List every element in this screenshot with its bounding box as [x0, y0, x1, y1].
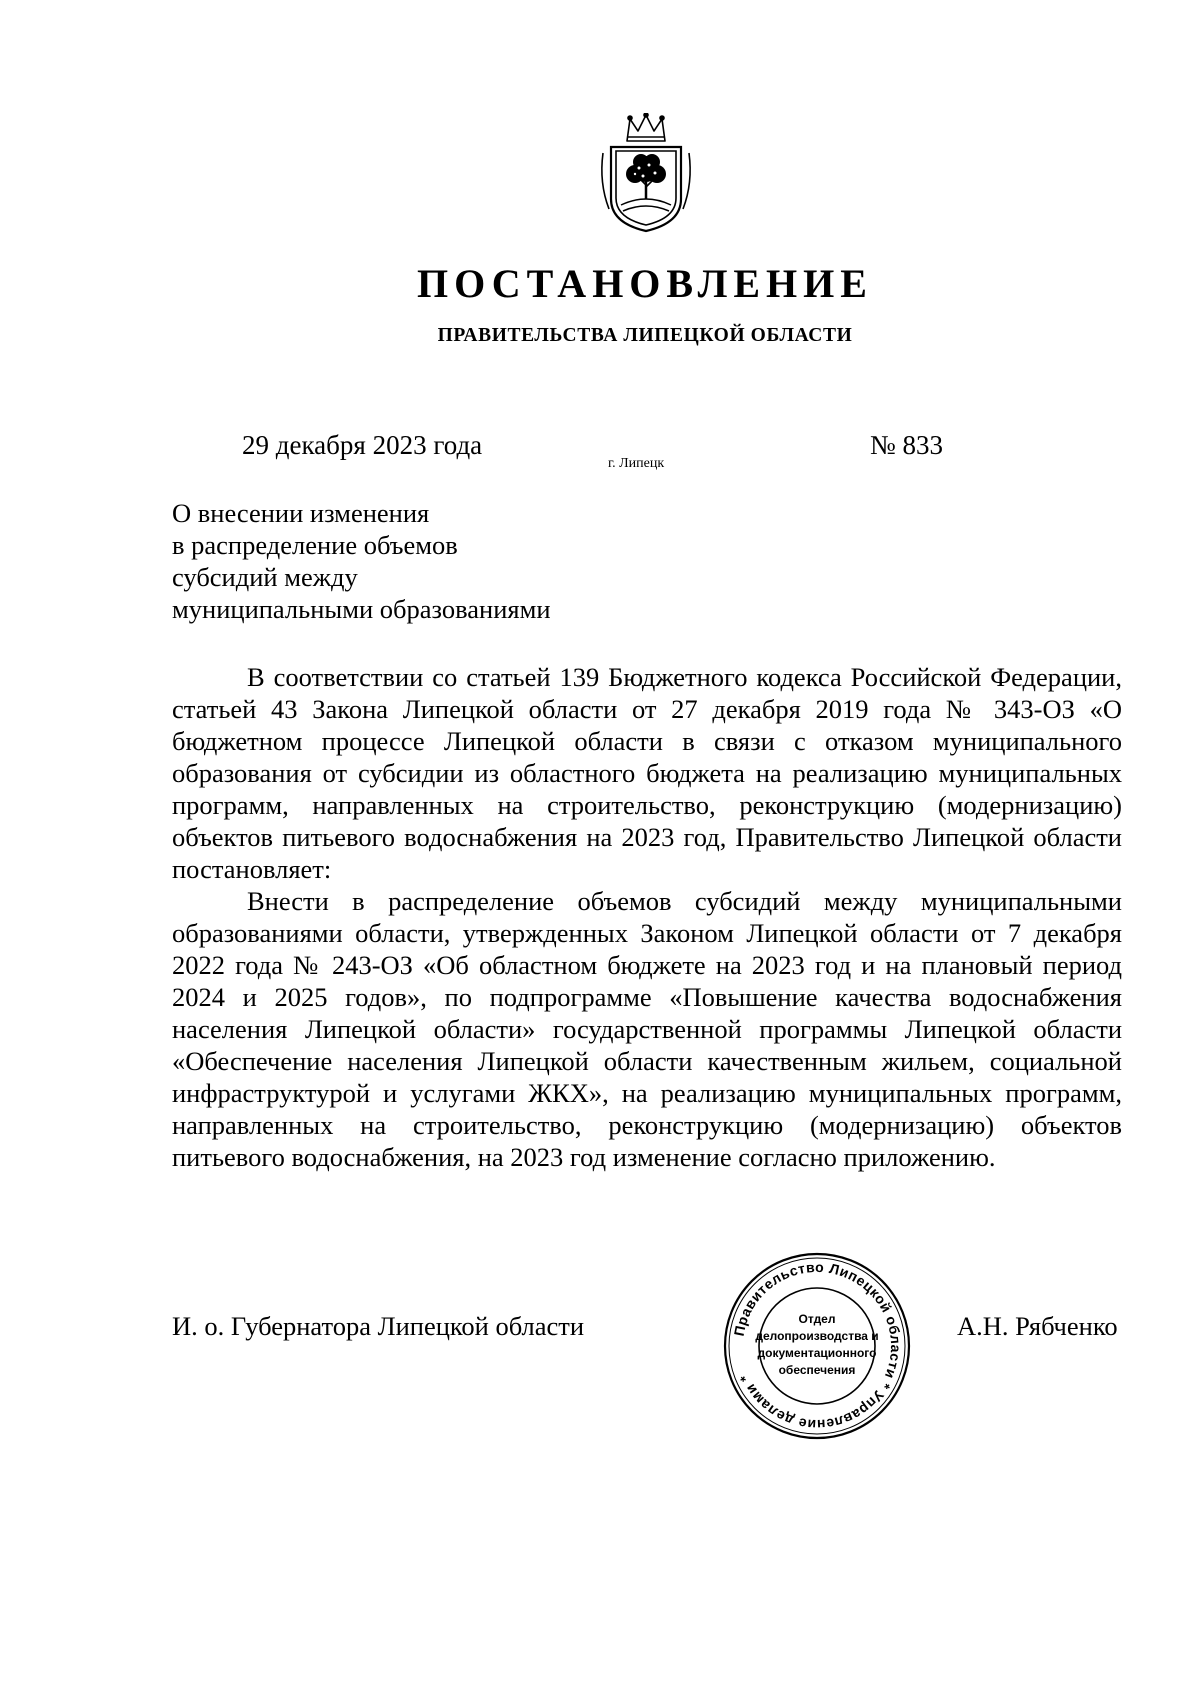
document-city: г. Липецк: [608, 456, 665, 471]
stamp-outer-text: Правительство Липецкой области * Управление делами *: [730, 1258, 905, 1434]
subject-line: О внесении изменения: [172, 498, 430, 528]
signatory-role: И. о. Губернатора Липецкой области: [172, 1311, 585, 1341]
document-date: 29 декабря 2023 года: [242, 430, 483, 460]
document-subtitle: ПРАВИТЕЛЬСТВА ЛИПЕЦКОЙ ОБЛАСТИ: [437, 325, 853, 346]
subject-line: субсидий между: [172, 562, 358, 592]
stamp-inner-line: Отдел: [798, 1312, 836, 1326]
document-subject: [172, 497, 551, 625]
stamp-inner-line: обеспечения: [778, 1363, 856, 1377]
official-stamp: [722, 1251, 912, 1441]
document-body: [172, 661, 1122, 1173]
subject-line: в распределение объемов: [172, 530, 458, 560]
document-number: № 833: [870, 430, 944, 460]
body-paragraph: В соответствии со статьей 139 Бюджетного кодекса Российской Федерации, статьей 43 Закона Липецкой области от 27 декабря 2019 года № 343-ОЗ «О бюджетном процессе Липецкой области в связи с отказом муниципального образования от субсидии из областного бюджета на реализацию муниципальных программ, направленных на строительство, реконструкцию (модернизацию) объектов питьевого водоснабжения на 2023 год, Правительство Липецкой области постановляет:: [172, 662, 1122, 884]
stamp-inner-line: документационного: [757, 1346, 877, 1360]
document-title: ПОСТАНОВЛЕНИЕ: [417, 261, 873, 306]
body-paragraph: Внести в распределение объемов субсидий между муниципальными образованиями области, утвержденных Законом Липецкой области от 7 декабря 2022 года № 243-ОЗ «Об областном бюджете на 2023 год и на плановый период 2024 и 2025 годов», по подпрограмме «Повышение качества водоснабжения населения Липецкой области» государственной программы Липецкой области «Обеспечение населения Липецкой области качественным жильем, социальной инфраструктурой и услугами ЖКХ», на реализацию муниципальных программ, направленных на строительство, реконструкцию (модернизацию) объектов питьевого водоснабжения, на 2023 год изменение согласно приложению.: [172, 886, 1122, 1172]
signatory-name: А.Н. Рябченко: [957, 1311, 1118, 1341]
subject-line: муниципальными образованиями: [172, 594, 551, 624]
coat-of-arms-emblem: [597, 113, 695, 233]
stamp-inner-line: делопроизводства и: [755, 1329, 879, 1343]
